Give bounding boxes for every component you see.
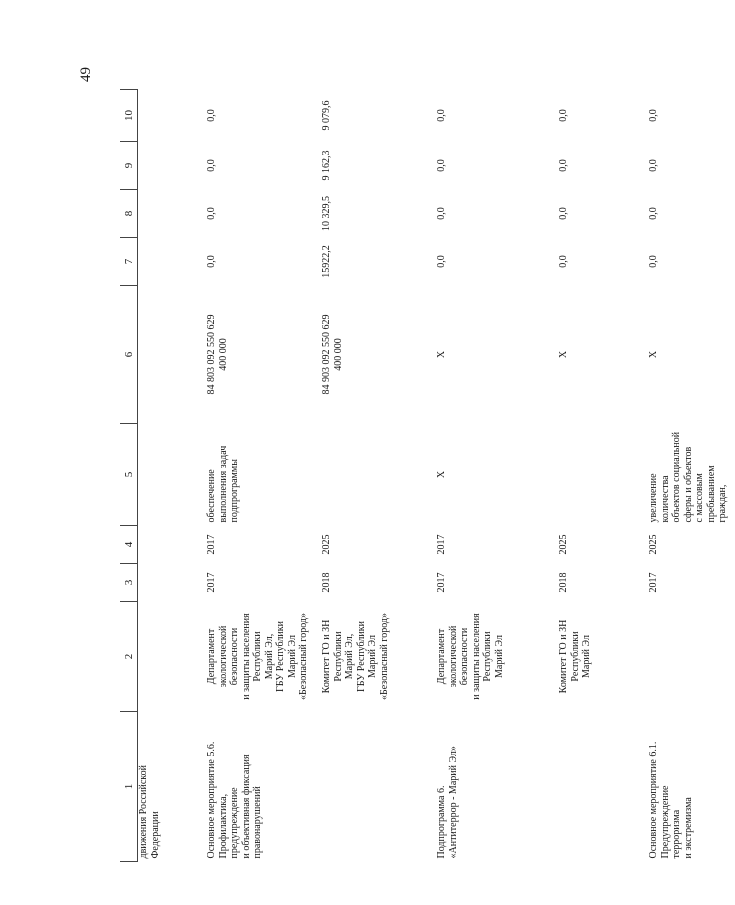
cell-name bbox=[554, 712, 644, 862]
cell-value: 15922,2 bbox=[321, 245, 332, 278]
cell-value: 10 329,5 bbox=[321, 196, 332, 231]
cell-value: 0,0 bbox=[558, 207, 569, 220]
cell-result: Х bbox=[436, 470, 447, 479]
cell-end: 2017 bbox=[436, 534, 447, 555]
cell-result bbox=[554, 424, 644, 526]
col-header: 1 bbox=[120, 712, 138, 862]
cell-start bbox=[138, 564, 203, 602]
cell-value: 0,0 bbox=[206, 255, 217, 268]
cell-value: 0,0 bbox=[206, 207, 217, 220]
cell-start: 2018 bbox=[558, 572, 569, 593]
cell-code: Х bbox=[436, 350, 447, 359]
cell-end bbox=[138, 526, 203, 564]
cell-value: 0,0 bbox=[436, 255, 447, 268]
page-number: 49 bbox=[78, 67, 94, 82]
cell-start: 2017 bbox=[206, 572, 217, 593]
cell-value bbox=[138, 90, 203, 142]
cell-result bbox=[138, 424, 203, 526]
cell-code: 84 803 092 550 629 400 000 bbox=[206, 314, 229, 395]
cell-start: 2018 bbox=[321, 572, 332, 593]
cell-result: увеличение количества объектов социальной сферы и объектов с массовым пребыванием граждан, bbox=[648, 431, 728, 523]
table-row bbox=[317, 90, 432, 862]
cell-result bbox=[317, 424, 432, 526]
table-row bbox=[138, 90, 203, 862]
cell-value: 0,0 bbox=[648, 207, 659, 220]
cell-start: 2017 bbox=[436, 572, 447, 593]
cell-executor bbox=[138, 602, 203, 712]
col-header: 3 bbox=[120, 564, 138, 602]
cell-executor: Комитет ГО и ЗН Республики Марий Эл, ГБУ Республики Марий Эл «Безопасный город» bbox=[321, 613, 390, 700]
col-header: 5 bbox=[120, 424, 138, 526]
col-header: 9 bbox=[120, 142, 138, 190]
cell-executor: Департамент экологической безопасности и защиты населения Республики Марий Эл bbox=[436, 613, 505, 700]
col-header: 8 bbox=[120, 190, 138, 238]
col-header: 4 bbox=[120, 526, 138, 564]
table-row bbox=[432, 90, 554, 862]
table-row bbox=[202, 90, 317, 862]
cell-executor bbox=[644, 602, 735, 712]
cell-code: Х bbox=[558, 350, 569, 359]
cell-name bbox=[317, 712, 432, 862]
cell-value: 0,0 bbox=[648, 255, 659, 268]
cell-value bbox=[138, 190, 203, 238]
cell-name: движения Российской Федерации bbox=[138, 765, 161, 859]
cell-value: 0,0 bbox=[436, 207, 447, 220]
cell-value: 0,0 bbox=[648, 109, 659, 122]
cell-code: Х bbox=[648, 350, 659, 359]
cell-start: 2017 bbox=[648, 572, 659, 593]
cell-name: Подпрограмма 6. «Антитеррор - Марий Эл» bbox=[436, 746, 459, 859]
table-row bbox=[644, 90, 735, 862]
cell-value bbox=[138, 238, 203, 286]
cell-end: 2025 bbox=[321, 534, 332, 555]
cell-name: Основное мероприятие 5.6. Профилактика, предупреждение и объективная фиксация правонарушений bbox=[206, 741, 263, 859]
cell-value bbox=[138, 142, 203, 190]
cell-result: обеспечение выполнения задач подпрограммы bbox=[206, 445, 240, 523]
cell-end: 2025 bbox=[648, 534, 659, 555]
cell-value: 0,0 bbox=[648, 159, 659, 172]
budget-table bbox=[120, 89, 735, 862]
cell-code: 84 903 092 550 629 400 000 bbox=[321, 314, 344, 395]
header-row bbox=[120, 90, 138, 862]
cell-value: 0,0 bbox=[558, 159, 569, 172]
cell-end: 2017 bbox=[206, 534, 217, 555]
cell-value: 0,0 bbox=[206, 159, 217, 172]
cell-executor: Департамент экологической безопасности и защиты населения Республики Марий Эл, ГБУ Республики Марий Эл «Безопасный город» bbox=[206, 613, 309, 700]
cell-name: Основное мероприятие 6.1. Предупреждение терроризма и экстремизма bbox=[648, 741, 694, 859]
cell-value: 9 162,3 bbox=[321, 150, 332, 181]
cell-value: 0,0 bbox=[436, 109, 447, 122]
cell-code bbox=[138, 286, 203, 424]
cell-end: 2025 bbox=[558, 534, 569, 555]
cell-value: 0,0 bbox=[206, 109, 217, 122]
col-header: 6 bbox=[120, 286, 138, 424]
cell-value: 0,0 bbox=[558, 109, 569, 122]
cell-value: 0,0 bbox=[436, 159, 447, 172]
col-header: 7 bbox=[120, 238, 138, 286]
col-header: 2 bbox=[120, 602, 138, 712]
cell-value: 0,0 bbox=[558, 255, 569, 268]
table-row bbox=[554, 90, 644, 862]
cell-value: 9 079,6 bbox=[321, 100, 332, 131]
col-header: 10 bbox=[120, 90, 138, 142]
rotated-table-container bbox=[120, 90, 728, 862]
cell-executor: Комитет ГО и ЗН Республики Марий Эл bbox=[558, 619, 592, 694]
